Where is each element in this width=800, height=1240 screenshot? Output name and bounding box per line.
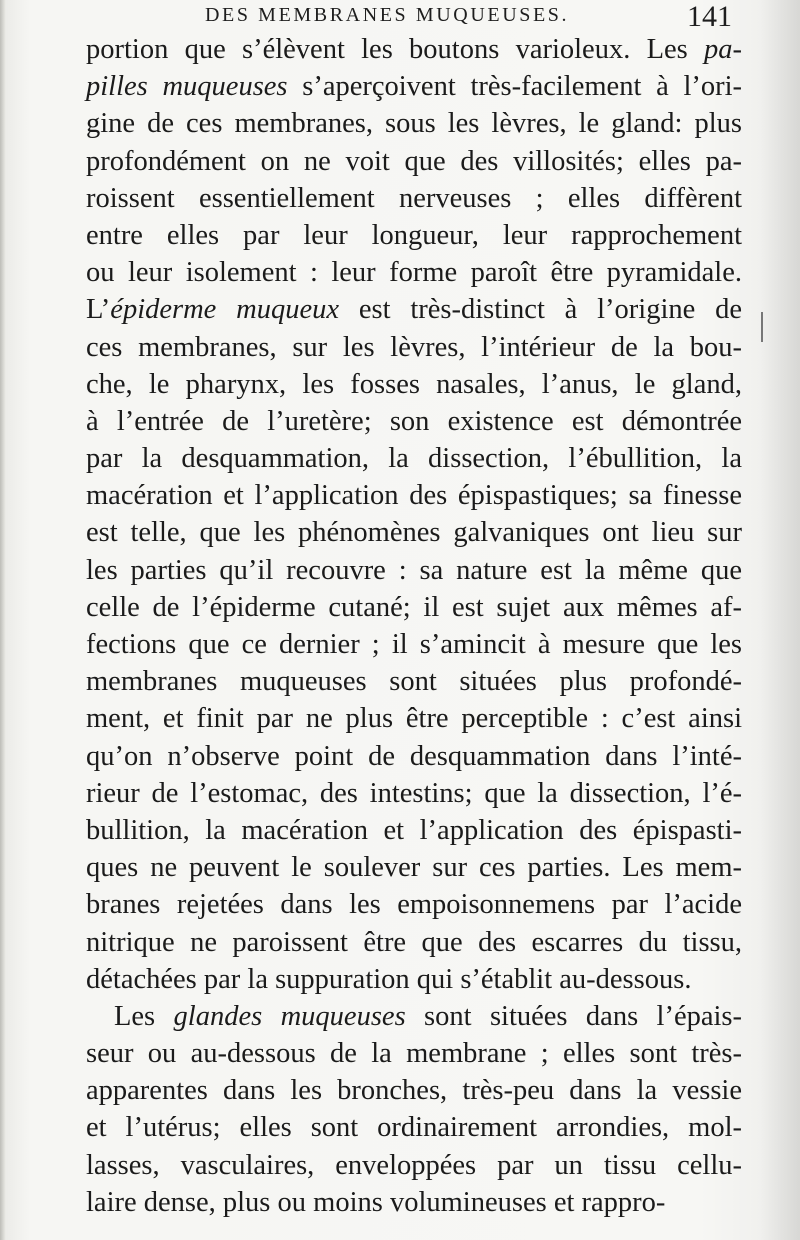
text-segment: détachées par la suppuration qui s’établit au-dessous. — [86, 963, 692, 995]
text-line — [86, 291, 742, 328]
text-segment: macération et l’application des épispastiques; sa finesse — [86, 480, 742, 512]
text-line — [86, 366, 742, 403]
text-line — [86, 1035, 742, 1072]
text-line — [86, 775, 742, 812]
running-title: DES MEMBRANES MUQUEUSES. — [205, 4, 570, 26]
text-line — [86, 1184, 742, 1221]
text-segment: rieur de l’estomac, des intestins; que la dissection, l’é- — [86, 777, 742, 809]
text-line — [86, 961, 742, 998]
text-segment: bullition, la macération et l’application des épispasti- — [86, 814, 742, 846]
text-segment: ment, et finit par ne plus être perceptible : c’est ainsi — [86, 703, 742, 735]
text-line — [86, 886, 742, 923]
text-segment: ques ne peuvent le soulever sur ces parties. Les mem- — [86, 852, 742, 884]
text-line — [86, 254, 742, 291]
text-segment: fections que ce dernier ; il s’amincit à mesure que les — [86, 629, 742, 660]
text-segment: Les — [114, 1000, 174, 1032]
text-segment: est très-distinct à l’origine de — [339, 294, 742, 326]
italic-term: épiderme muqueux — [110, 294, 340, 326]
text-line — [86, 180, 742, 217]
margin-mark — [761, 312, 763, 342]
text-segment: laire dense, plus ou moins volumineuses et rappro- — [86, 1186, 666, 1218]
text-segment: celle de l’épiderme cutané; il est sujet aux mêmes af- — [86, 591, 742, 623]
text-line — [86, 924, 742, 961]
text-segment: à l’entrée de l’uretère; son existence est démontrée — [86, 405, 742, 437]
italic-term: pilles muqueuses — [86, 71, 288, 103]
text-segment: sont situées dans l’épais- — [405, 1000, 743, 1032]
text-segment: portion que s’élèvent les boutons varioleux. Les — [86, 34, 704, 65]
text-segment: roissent essentiellement nerveuses ; elles diffèrent — [86, 182, 742, 214]
text-segment: seur ou au-dessous de la membrane ; elles sont très- — [86, 1038, 742, 1070]
text-line — [86, 1072, 742, 1109]
text-segment: et l’utérus; elles sont ordinairement arrondies, mol- — [86, 1112, 742, 1144]
text-line — [86, 626, 742, 663]
page-edge-shadow — [760, 0, 800, 1240]
text-line — [86, 738, 742, 775]
text-segment: les parties qu’il recouvre : sa nature est la même que — [86, 554, 742, 586]
text-line — [86, 700, 742, 737]
text-line — [86, 329, 742, 366]
text-line — [86, 440, 742, 477]
text-line — [86, 477, 742, 514]
text-line — [86, 663, 742, 700]
text-line — [86, 68, 742, 105]
text-segment: branes rejetées dans les empoisonnemens par l’acide — [86, 889, 742, 921]
text-segment: lasses, vasculaires, enveloppées par un tissu cellu- — [86, 1149, 742, 1181]
text-segment: nitrique ne paroissent être que des escarres du tissu, — [86, 926, 742, 958]
text-line — [86, 1147, 742, 1184]
text-line — [86, 217, 742, 254]
italic-term: glandes muqueuses — [173, 1000, 406, 1032]
text-line — [86, 849, 742, 886]
page-number: 141 — [687, 0, 732, 33]
page-binding-shadow — [0, 0, 6, 1240]
text-segment: apparentes dans les bronches, très-peu dans la vessie — [86, 1075, 742, 1107]
text-segment: s’aperçoivent très-facilement à l’ori- — [287, 71, 742, 103]
text-segment: par la desquammation, la dissection, l’ébullition, la — [86, 443, 742, 475]
text-line — [86, 514, 742, 551]
body-text — [86, 31, 742, 1221]
text-line — [86, 403, 742, 440]
text-segment: qu’on n’observe point de desquammation dans l’inté- — [86, 740, 742, 772]
text-segment: entre elles par leur longueur, leur rapprochement — [86, 219, 742, 251]
text-segment: gine de ces membranes, sous les lèvres, le gland: plus — [86, 108, 742, 140]
text-line — [86, 998, 742, 1035]
text-segment: ou leur isolement : leur forme paroît être pyramidale. — [86, 257, 742, 289]
text-segment: ces membranes, sur les lèvres, l’intérieur de la bou- — [86, 331, 742, 363]
text-line — [86, 105, 742, 142]
text-segment: membranes muqueuses sont situées plus profondé- — [86, 666, 742, 698]
text-line — [86, 552, 742, 589]
text-line — [86, 143, 742, 180]
text-line — [86, 31, 742, 68]
text-line — [86, 589, 742, 626]
text-segment: est telle, que les phénomènes galvaniques ont lieu sur — [86, 517, 742, 549]
text-segment: profondément on ne voit que des villosités; elles pa- — [86, 145, 742, 177]
italic-term: pa- — [704, 34, 742, 65]
text-segment: che, le pharynx, les fosses nasales, l’anus, le gland, — [86, 368, 742, 400]
text-line — [86, 812, 742, 849]
text-line — [86, 1109, 742, 1146]
text-segment: L’ — [86, 294, 111, 326]
